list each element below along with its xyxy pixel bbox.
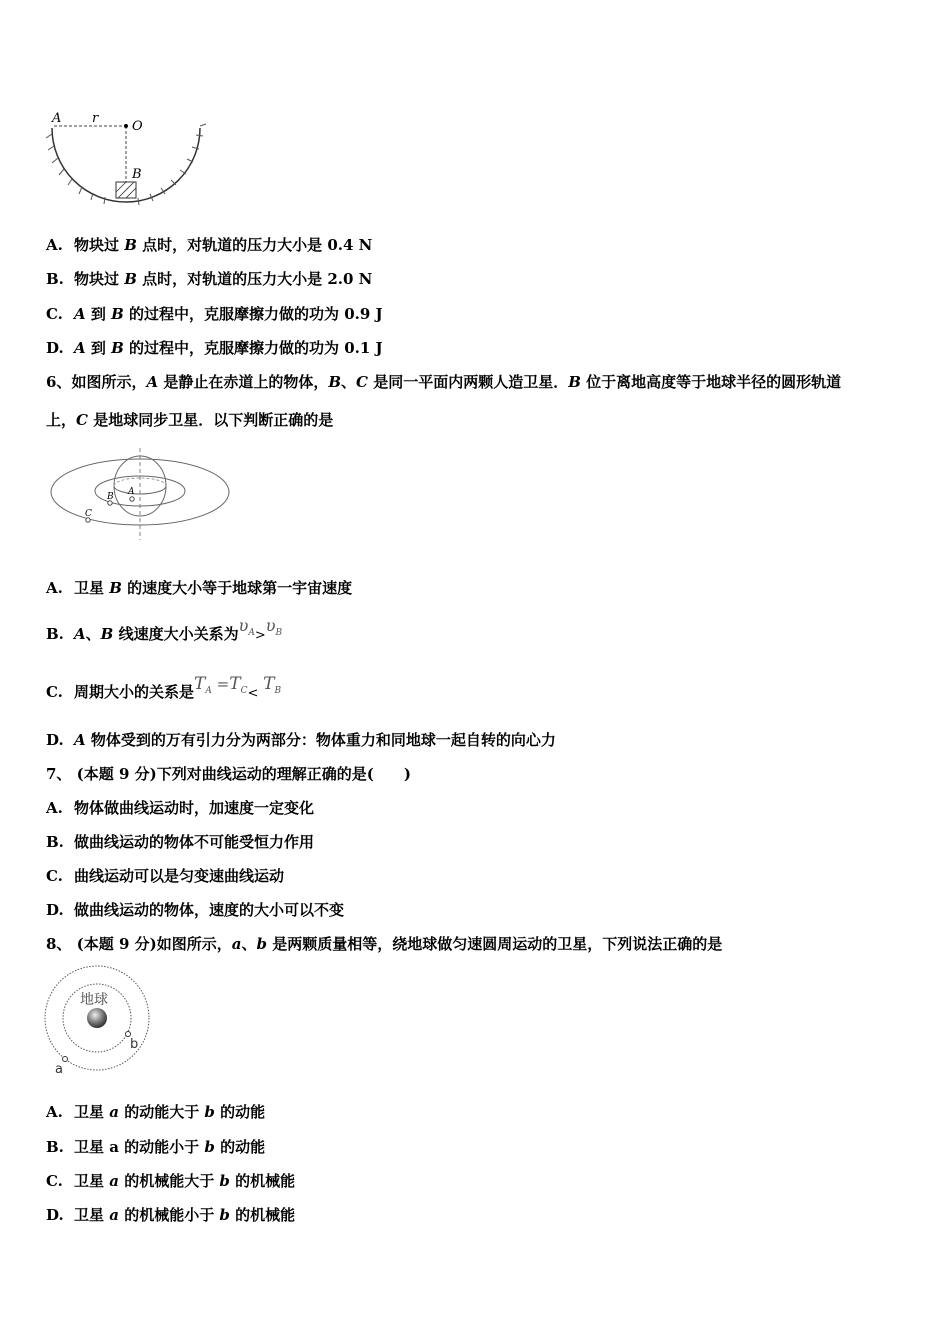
satellite-b-label: b	[130, 1037, 139, 1052]
point-o-label: O	[132, 119, 143, 134]
earth-label: 地球	[80, 992, 108, 1008]
q7-option-a[interactable]: A. 物体做曲线运动时，加速度一定变化	[46, 799, 315, 817]
q6-option-c[interactable]: C. 周期大小的关系是$T_A =T_C< T_B$	[46, 674, 282, 701]
q5-option-d[interactable]: D. A 到 B 的过程中，克服摩擦力做的功为 0.1 J	[46, 339, 383, 357]
q6-option-b[interactable]: B. A、B 线速度大小关系为$\upsilon_A>\upsilon_B$	[46, 616, 283, 643]
q6-option-a[interactable]: A. 卫星 B 的速度大小等于地球第一宇宙速度	[46, 579, 353, 597]
q7-option-d[interactable]: D. 做曲线运动的物体，速度的大小可以不变	[46, 901, 345, 919]
q8-option-a[interactable]: A. 卫星 a 的动能大于 b 的动能	[46, 1103, 266, 1121]
q8-option-b[interactable]: B. 卫星 a 的动能小于 b 的动能	[46, 1138, 266, 1156]
q6-option-d[interactable]: D. A 物体受到的万有引力分为两部分：物体重力和同地球一起自转的向心力	[46, 731, 556, 749]
q8-stem: 8、 (本题 9 分)如图所示，a、b 是两颗质量相等，绕地球做匀速圆周运动的卫星，下列说法正确的是	[46, 935, 723, 953]
period-formula: $T_A =T_C< T_B$	[194, 674, 282, 701]
point-c-label: C	[85, 509, 92, 519]
satellite-figure	[42, 964, 157, 1079]
q6-stem-line-1: 6、如图所示，A 是静止在赤道上的物体，B、C 是同一平面内两颗人造卫星．B 位于离地高度等于地球半径的圆形轨道	[46, 373, 842, 391]
q7-option-b[interactable]: B. 做曲线运动的物体不可能受恒力作用	[46, 833, 315, 851]
point-b-label: B	[132, 167, 142, 182]
q7-stem: 7、 (本题 9 分)下列对曲线运动的理解正确的是( )	[46, 765, 411, 783]
point-a-label: A	[128, 487, 135, 497]
orbit-figure	[48, 448, 238, 548]
velocity-formula: $\upsilon_A>\upsilon_B$	[238, 616, 283, 643]
point-b-label: B	[107, 492, 114, 502]
track-figure	[40, 108, 220, 208]
earth-icon	[87, 1008, 107, 1028]
q5-option-a[interactable]: A. 物块过 B 点时，对轨道的压力大小是 0.4 N	[46, 236, 373, 254]
radius-label: r	[92, 111, 99, 126]
q7-option-c[interactable]: C. 曲线运动可以是匀变速曲线运动	[46, 867, 285, 885]
q5-option-c[interactable]: C. A 到 B 的过程中，克服摩擦力做的功为 0.9 J	[46, 305, 383, 323]
q8-option-d[interactable]: D. 卫星 a 的机械能小于 b 的机械能	[46, 1206, 296, 1224]
point-a-label: A	[52, 111, 62, 126]
q5-option-b[interactable]: B. 物块过 B 点时，对轨道的压力大小是 2.0 N	[46, 270, 373, 288]
q6-stem-line-2: 上，C 是地球同步卫星．以下判断正确的是	[46, 411, 334, 429]
q8-option-c[interactable]: C. 卫星 a 的机械能大于 b 的机械能	[46, 1172, 296, 1190]
satellite-a-label: a	[55, 1062, 63, 1077]
